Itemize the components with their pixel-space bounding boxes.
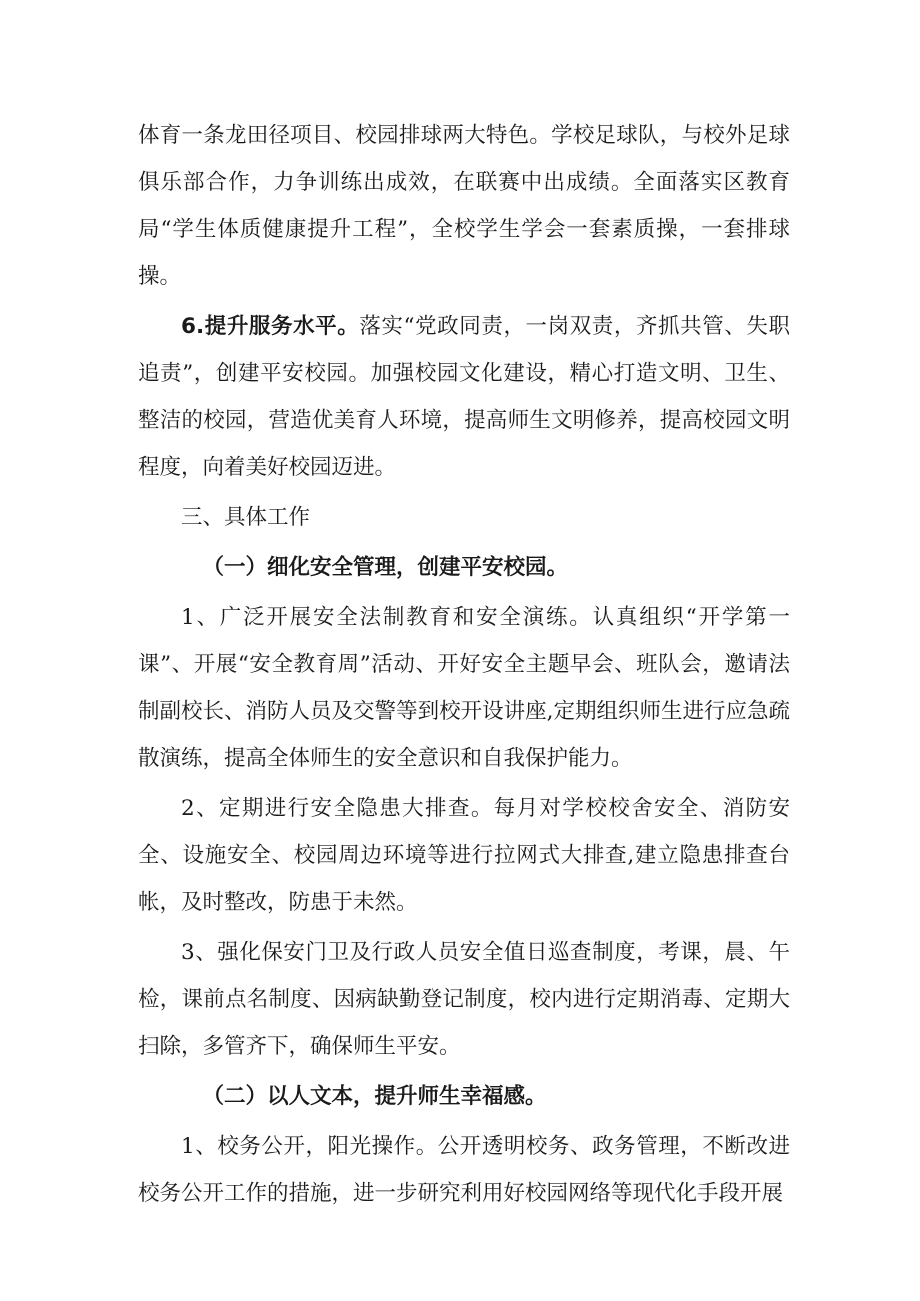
paragraph-safety-education: 1、广泛开展安全法制教育和安全演练。认真组织“开学第一课”、开展“安全教育周”活动、开好安全主题早会、班队会，邀请法制副校长、消防人员及交警等到校开设讲座,定期组织师生进行应急疏散演练，提高全体师生的安全意识和自我保护能力。 [138,605,790,771]
item-number-6: 6. [181,314,205,339]
paragraph-service-level [138,303,790,491]
paragraph-hazard-inspection: 2、定期进行安全隐患大排查。每月对学校校舍安全、消防安全、设施安全、校园周边环境等进行拉网式大排查,建立隐患排查台帐，及时整改，防患于未然。 [138,796,790,915]
subsection-heading-safety: （一）细化安全管理，创建平安校园。 [202,555,569,580]
item-heading-service: 提升服务水平。 [204,314,360,339]
item-body-service: 落实“党政同责，一岗双责，齐抓共管、失职追责”，创建平安校园。加强校园文化建设，精心打造文明、卫生、整洁的校园，营造优美育人环境，提高师生文明修养，提高校园文明程度，向着美好校园迈进。 [138,314,790,480]
section-heading-specific-work: 三、具体工作 [181,505,311,530]
document-body [138,112,790,1217]
paragraph-sports-features: 体育一条龙田径项目、校园排球两大特色。学校足球队，与校外足球俱乐部合作，力争训练出成效，在联赛中出成绩。全面落实区教育局“学生体质健康提升工程”，全校学生学会一套素质操，一套排球操。 [138,123,790,289]
subsection-heading-wellbeing: （二）以人文本，提升师生幸福感。 [202,1084,547,1109]
paragraph-school-affairs: 1、校务公开，阳光操作。公开透明校务、政务管理，不断改进校务公开工作的措施，进一步研究利用好校园网络等现代化手段开展 [138,1134,790,1206]
paragraph-duty-patrol: 3、强化保安门卫及行政人员安全值日巡查制度，考课，晨、午检，课前点名制度、因病缺勤登记制度，校内进行定期消毒、定期大扫除，多管齐下，确保师生平安。 [138,940,790,1059]
